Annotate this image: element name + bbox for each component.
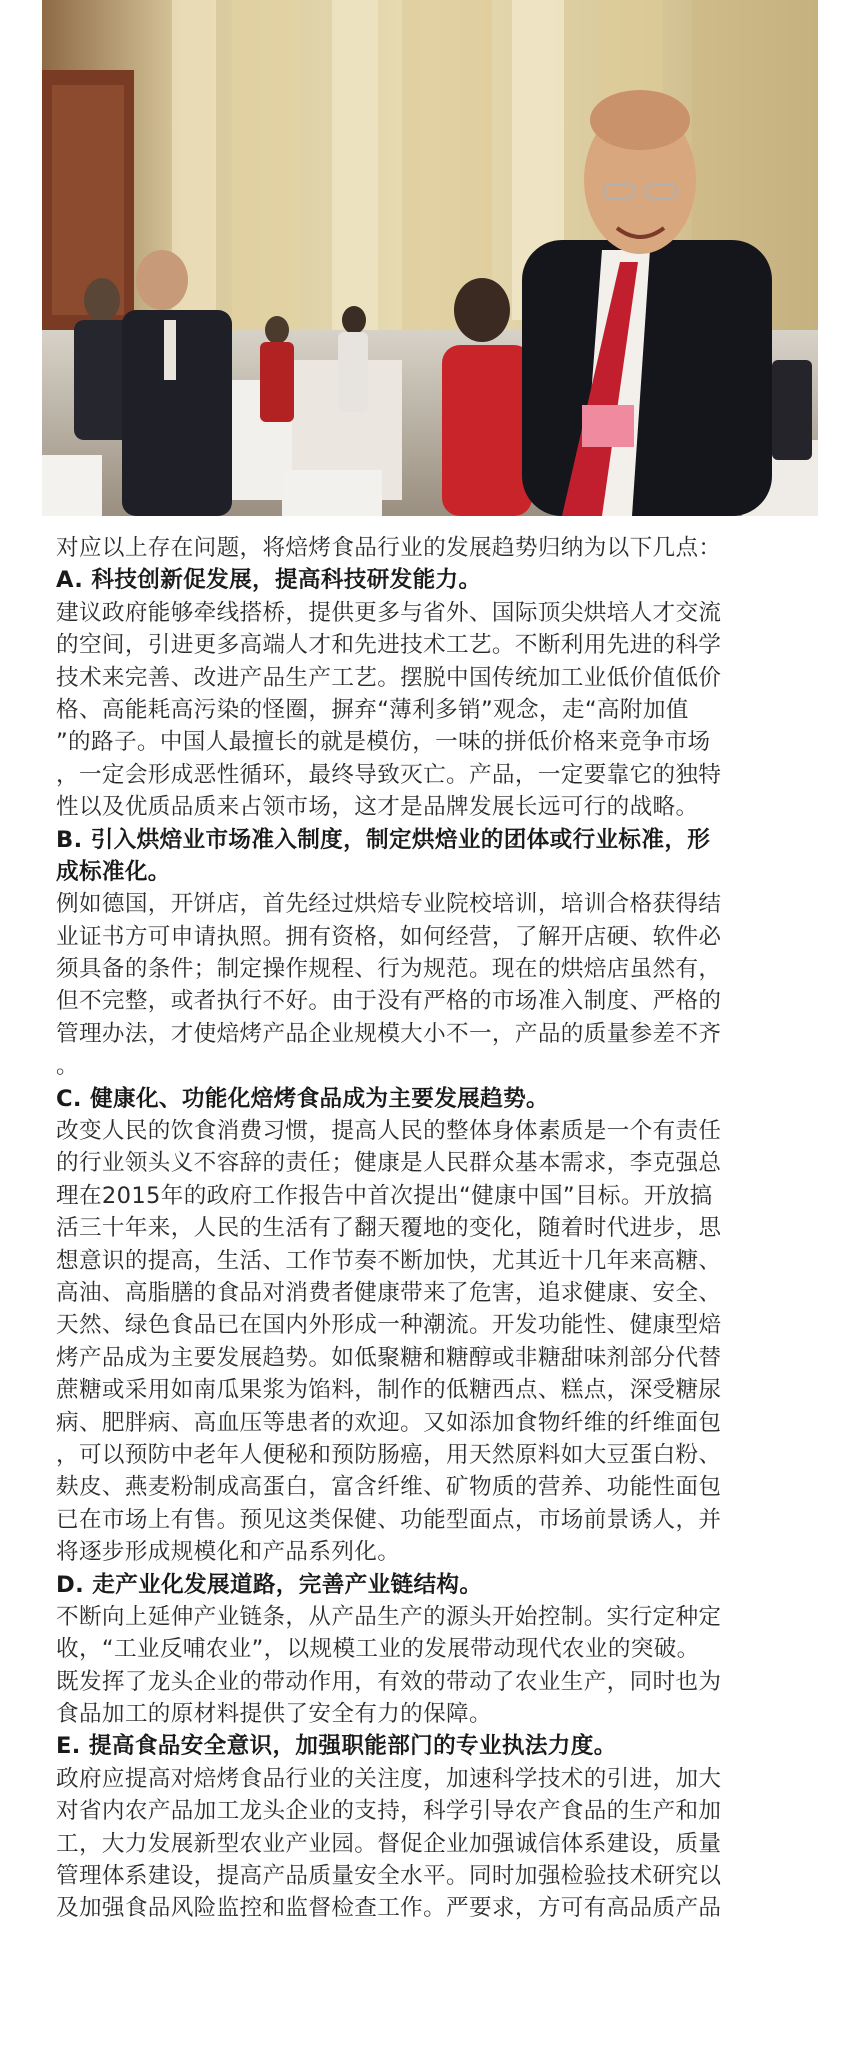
- section-b-line: 。: [56, 1053, 79, 1080]
- section-b-heading-continued: 成标准化。: [56, 858, 171, 885]
- section-c-line: 改变人民的饮食消费习惯，提高人民的整体身体素质是一个有责任: [56, 1118, 722, 1145]
- section-e-line: 管理体系建设，提高产品质量安全水平。同时加强检验技术研究以: [56, 1863, 722, 1890]
- section-d-heading: D. 走产业化发展道路，完善产业链结构。: [56, 1571, 483, 1598]
- section-a-line: ”的路子。中国人最擅长的就是模仿，一味的拼低价格来竞争市场: [56, 729, 711, 756]
- section-e-heading: E. 提高食品安全意识，加强职能部门的专业执法力度。: [56, 1733, 617, 1760]
- section-b-line: 须具备的条件；制定操作规程、行为规范。现在的烘焙店虽然有，: [56, 956, 722, 983]
- section-d-line: 既发挥了龙头企业的带动作用，有效的带动了农业生产，同时也为: [56, 1668, 722, 1695]
- section-c-line: 天然、绿色食品已在国内外形成一种潮流。开发功能性、健康型焙: [56, 1312, 722, 1339]
- section-a-line: 建议政府能够牵线搭桥，提供更多与省外、国际顶尖烘培人才交流: [56, 599, 722, 626]
- section-d-line: 食品加工的原材料提供了安全有力的保障。: [56, 1701, 492, 1728]
- section-a-heading: A. 科技创新促发展，提高科技研发能力。: [56, 567, 482, 594]
- section-c-line: 理在2015年的政府工作报告中首次提出“健康中国”目标。开放搞: [56, 1182, 713, 1209]
- section-b-heading: B. 引入烘焙业市场准入制度，制定烘焙业的团体或行业标准，形: [56, 826, 711, 853]
- section-c-line: 的行业领头义不容辞的责任；健康是人民群众基本需求，李克强总: [56, 1150, 722, 1177]
- section-e-line: 及加强食品风险监控和监督检查工作。严要求，方可有高品质产品: [56, 1895, 722, 1922]
- section-c-heading: C. 健康化、功能化焙烤食品成为主要发展趋势。: [56, 1085, 549, 1112]
- section-c-line: 麸皮、燕麦粉制成高蛋白，富含纤维、矿物质的营养、功能性面包: [56, 1474, 722, 1501]
- section-b-line: 例如德国，开饼店，首先经过烘焙专业院校培训，培训合格获得结: [56, 891, 722, 918]
- section-c-line: 将逐步形成规模化和产品系列化。: [56, 1539, 401, 1566]
- section-c-line: ，可以预防中老年人便秘和预防肠癌，用天然原料如大豆蛋白粉、: [56, 1441, 722, 1468]
- section-c-line: 已在市场上有售。预见这类保健、功能型面点，市场前景诱人，并: [56, 1506, 722, 1533]
- section-a-line: ，一定会形成恶性循环，最终导致灭亡。产品，一定要靠它的独特: [56, 761, 722, 788]
- intro-line: 对应以上存在问题，将焙烤食品行业的发展趋势归纳为以下几点：: [56, 535, 722, 561]
- section-b-line: 但不完整，或者执行不好。由于没有严格的市场准入制度、严格的: [56, 988, 722, 1015]
- section-a-line: 的空间，引进更多高端人才和先进技术工艺。不断利用先进的科学: [56, 632, 722, 659]
- section-a-line: 格、高能耗高污染的怪圈，摒弃“薄利多销”观念，走“高附加值: [56, 696, 689, 723]
- section-e-line: 政府应提高对焙烤食品行业的关注度，加速科学技术的引进，加大: [56, 1765, 722, 1792]
- section-e-line: 对省内农产品加工龙头企业的支持，科学引导农产食品的生产和加: [56, 1798, 722, 1825]
- section-d-line: 收，“工业反哺农业”，以规模工业的发展带动现代农业的突破。: [56, 1636, 700, 1663]
- section-b-line: 管理办法，才使焙烤产品企业规模大小不一，产品的质量参差不齐: [56, 1020, 722, 1047]
- section-c-line: 活三十年来，人民的生活有了翻天覆地的变化，随着时代进步，思: [56, 1215, 722, 1242]
- section-c-line: 想意识的提高，生活、工作节奏不断加快，尤其近十几年来高糖、: [56, 1247, 722, 1274]
- section-c-line: 蔗糖或采用如南瓜果浆为馅料，制作的低糖西点、糕点，深受糖尿: [56, 1377, 722, 1404]
- section-a-line: 技术来完善、改进产品生产工艺。摆脱中国传统加工业低价值低价: [56, 664, 722, 691]
- section-c-line: 病、肥胖病、高血压等患者的欢迎。又如添加食物纤维的纤维面包: [56, 1409, 722, 1436]
- article-body: [56, 532, 822, 1925]
- section-c-line: 高油、高脂膳的食品对消费者健康带来了危害，追求健康、安全、: [56, 1279, 722, 1306]
- portrait-photo: [42, 0, 818, 516]
- section-d-line: 不断向上延伸产业链条，从产品生产的源头开始控制。实行定种定: [56, 1603, 722, 1630]
- section-e-line: 工，大力发展新型农业产业园。督促企业加强诚信体系建设，质量: [56, 1830, 722, 1857]
- section-c-line: 烤产品成为主要发展趋势。如低聚糖和糖醇或非糖甜味剂部分代替: [56, 1344, 722, 1371]
- section-a-line: 性以及优质品质来占领市场，这才是品牌发展长远可行的战略。: [56, 794, 699, 821]
- photo-illustration: [42, 0, 818, 516]
- section-b-line: 业证书方可申请执照。拥有资格，如何经营，了解开店硬、软件必: [56, 923, 722, 950]
